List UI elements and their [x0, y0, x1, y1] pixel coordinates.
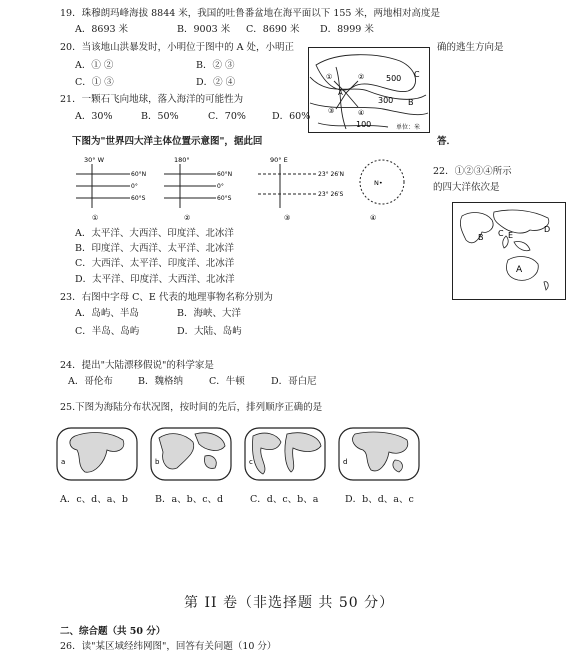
q19-stem: 19．珠穆朗玛峰海拔 8844 米，我国的吐鲁番盆地在海平面以下 155 米，两地相对高度是	[60, 8, 440, 19]
contour-label-300: 300	[378, 96, 394, 105]
q25-option-a: A．c、d、a、b	[60, 494, 129, 505]
fig4-pole-label: N•	[374, 179, 383, 187]
q22-option-a: A．太平洋、大西洋、印度洋、北冰洋	[75, 228, 234, 239]
q24-option-b: B．魏格纳	[138, 376, 183, 387]
section2-title: 第 II 卷（非选择题 共 50 分）	[184, 595, 395, 611]
fig2-lat-0: 0°	[217, 183, 224, 190]
q23-option-b: B．海峡、大洋	[177, 308, 241, 319]
contour-label-500: 500	[386, 74, 402, 83]
drift-label-a: a	[61, 458, 66, 466]
q20-option-a: A．① ②	[75, 60, 114, 71]
q19-option-c: C．8690 米	[246, 24, 300, 35]
contour-label-2: ②	[358, 73, 365, 81]
world-label-a: A	[516, 265, 523, 275]
world-label-d: D	[544, 225, 551, 234]
fig1-meridian-label: 30° W	[84, 156, 105, 164]
q22-option-d: D．太平洋、印度洋、大西洋、北冰洋	[75, 274, 235, 285]
q23-option-d: D．大陆、岛屿	[177, 326, 242, 337]
fig1-number: ①	[92, 214, 99, 222]
q25-option-b: B．a、b、c、d	[155, 494, 224, 505]
contour-label-3: ③	[328, 107, 335, 115]
world-label-e: E	[508, 231, 514, 240]
q20-option-d: D．② ④	[196, 77, 236, 88]
q22-option-b: B．印度洋、大西洋、太平洋、北冰洋	[75, 243, 234, 254]
ocean-fig-4	[360, 160, 404, 222]
world-label-b: B	[478, 233, 484, 242]
q25-option-c: C．d、c、b、a	[250, 494, 319, 505]
q20-stem-right: 确的逃生方向是	[437, 42, 504, 53]
fig1-lat-60s: 60°S	[131, 195, 146, 202]
fig2-number: ②	[184, 214, 191, 222]
q19-option-a: A．8693 米	[75, 24, 129, 35]
q24-option-c: C．牛顿	[209, 376, 245, 387]
fig4-number: ④	[370, 214, 377, 222]
drift-label-d: d	[343, 458, 348, 466]
contour-label-c: C	[414, 70, 420, 79]
q21-stem: 21．一颗石飞向地球，落入海洋的可能性为	[60, 94, 244, 105]
fig2-lat-60s: 60°S	[217, 195, 232, 202]
contour-label-100: 100	[356, 120, 372, 129]
q22-stem-line1: 22．①②③④所示	[433, 166, 512, 177]
contour-map	[308, 47, 430, 133]
drift-map-d	[339, 428, 419, 480]
drift-map-a	[57, 428, 137, 480]
q23-option-c: C．半岛、岛屿	[75, 326, 140, 337]
q19-option-d: D．8999 米	[320, 24, 374, 35]
contour-unit: 单位：米	[396, 124, 421, 131]
q23-stem: 23．右图中字母 C、E 代表的地理事物名称分别为	[60, 292, 273, 303]
ocean-fig-3	[258, 156, 344, 222]
drift-map-b	[151, 428, 231, 480]
q22-stem-line2: 的四大洋依次是	[433, 182, 500, 193]
world-map	[452, 202, 566, 300]
contour-label-1: ①	[326, 73, 333, 81]
q23-option-a: A．岛屿、半岛	[75, 308, 139, 319]
fig3-lat-s: 23° 26′S	[318, 191, 344, 198]
fig1-lat-60n: 60°N	[131, 171, 147, 178]
q20-option-c: C．① ③	[75, 77, 114, 88]
q24-option-a: A．哥伦布	[68, 376, 113, 387]
fig1-lat-0: 0°	[131, 183, 138, 190]
q20-stem-left: 20．当该地山洪暴发时，小明位于图中的 A 处，小明正	[60, 42, 294, 53]
drift-label-c: c	[249, 458, 253, 466]
fig2-meridian-label: 180°	[174, 156, 190, 164]
ocean-position-diagram	[70, 154, 420, 226]
q21-option-a: A．30%	[75, 111, 113, 122]
q26-stem: 26．读"某区域经纬网图"，回答有关问题（10 分）	[60, 641, 277, 652]
contour-label-4: ④	[358, 109, 365, 117]
q25-option-d: D．b、d、a、c	[345, 494, 414, 505]
contour-label-a: A	[338, 89, 343, 97]
q22-option-c: C．大西洋、太平洋、印度洋、北冰洋	[75, 258, 235, 269]
q24-stem: 24．提出"大陆漂移假说"的科学家是	[60, 360, 214, 371]
fig3-number: ③	[284, 214, 291, 222]
contour-label-b: B	[408, 98, 414, 107]
world-label-c: C	[498, 229, 504, 238]
q25-stem: 25.下图为海陆分布状况图，按时间的先后，排列顺序正确的是	[60, 402, 323, 413]
fig3-lat-n: 23° 26′N	[318, 171, 345, 178]
q20-option-b: B．② ③	[196, 60, 235, 71]
q21-option-d: D．60%	[272, 111, 311, 122]
ocean-intro-left: 下图为"世界四大洋主体位置示意图"，据此回	[72, 136, 263, 147]
drift-label-b: b	[155, 458, 160, 466]
q19-option-b: B．9003 米	[177, 24, 231, 35]
section2-subtitle: 二、综合题（共 50 分）	[60, 626, 166, 637]
ocean-intro-right: 答．	[437, 136, 457, 147]
q24-option-d: D．哥白尼	[271, 376, 317, 387]
continental-drift-maps	[55, 420, 425, 488]
q21-option-c: C．70%	[208, 111, 246, 122]
fig2-lat-60n: 60°N	[217, 171, 233, 178]
q21-option-b: B．50%	[141, 111, 179, 122]
ocean-fig-1	[76, 156, 146, 222]
drift-map-c	[245, 428, 325, 480]
fig3-meridian-label: 90° E	[270, 156, 288, 164]
ocean-fig-2	[164, 156, 232, 222]
